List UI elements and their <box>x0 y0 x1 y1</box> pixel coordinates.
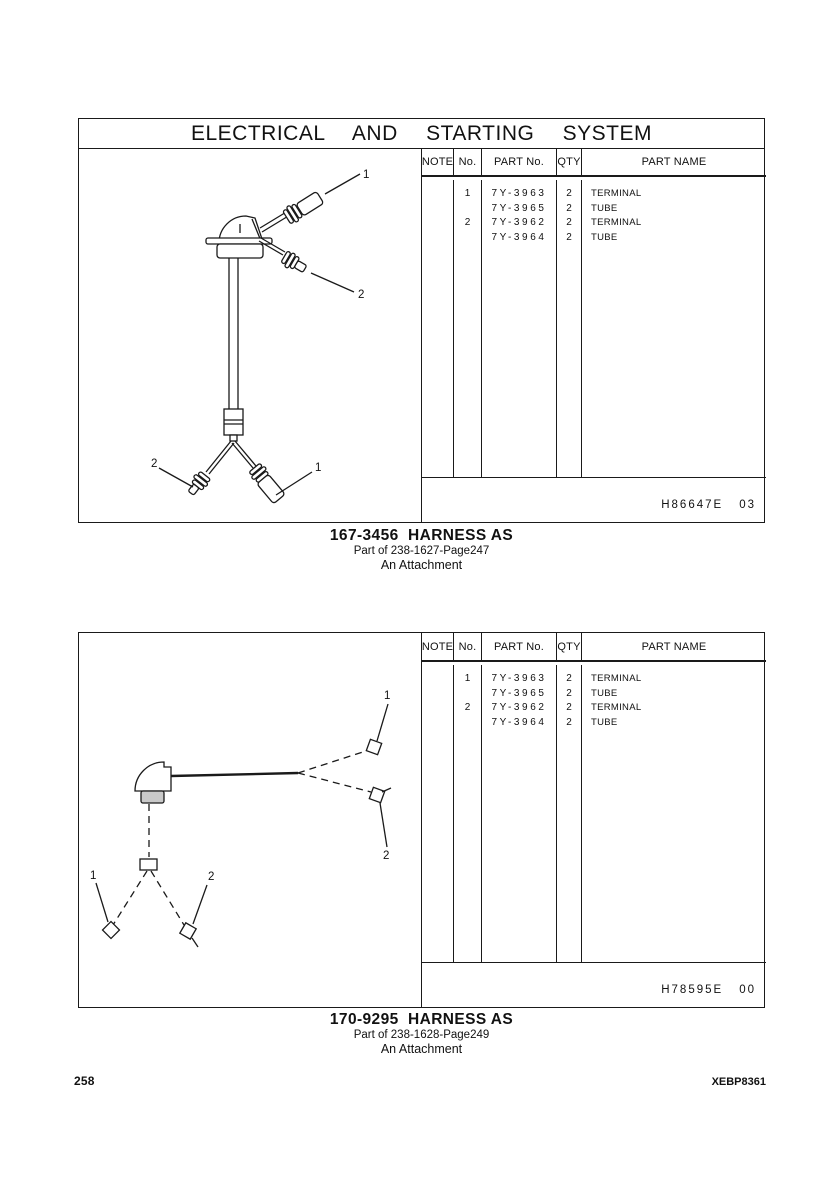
drawing-ref-box <box>422 477 766 522</box>
connector-collar <box>141 791 164 803</box>
junction-sleeve <box>140 859 157 870</box>
harness-drawing-2 <box>79 633 421 1007</box>
parts-table-1 <box>421 148 766 522</box>
cell-no: 1 <box>464 188 471 199</box>
cell-note <box>422 216 453 231</box>
panel-harness-167-3456 <box>78 118 765 523</box>
col-no <box>454 180 482 477</box>
drawing-ref-rev: 00 <box>739 984 756 996</box>
caption-subtitle: Part of 238-1627-Page247 <box>353 545 490 558</box>
terminal-2-top <box>280 250 309 276</box>
header-qty: QTY <box>557 633 582 660</box>
cell-no: 2 <box>464 217 471 228</box>
header-part-no: PART No. <box>482 633 557 660</box>
caption-1 <box>78 527 765 572</box>
cell-no: 2 <box>464 702 471 713</box>
leader-line <box>377 704 388 741</box>
trunk-wire <box>171 773 298 776</box>
cell-qty: 2 <box>566 673 572 684</box>
harness-diagram-2 <box>79 633 421 1007</box>
drawing-ref-box <box>422 962 766 1007</box>
square-terminal-4 <box>180 923 198 947</box>
cell-note <box>422 687 453 702</box>
header-qty: QTY <box>557 148 582 175</box>
col-note <box>422 665 454 962</box>
terminal-1-bottom <box>248 462 287 504</box>
elbow-connector <box>135 762 171 803</box>
callout-1b-label: 1 <box>315 462 322 474</box>
cell-note <box>422 231 453 246</box>
terminal-1-top <box>282 189 325 225</box>
col-part-no <box>482 665 557 962</box>
cell-part-no: 7Y-3963 <box>491 188 547 199</box>
callout-1b-label: 1 <box>90 870 97 882</box>
cell-part-no: 7Y-3962 <box>491 217 547 228</box>
header-note: NOTE <box>422 633 454 660</box>
col-part-name <box>582 180 766 477</box>
leader-line <box>193 885 207 924</box>
caption-subtitle: Part of 238-1628-Page249 <box>353 1029 490 1042</box>
caption-note: An Attachment <box>380 558 463 573</box>
table-header <box>422 633 766 662</box>
caption-2 <box>78 1011 765 1056</box>
leader-line <box>276 472 312 495</box>
cell-qty: 2 <box>566 188 572 199</box>
page-number: 258 <box>74 1074 95 1088</box>
cell-note <box>422 672 453 687</box>
document-code: XEBP8361 <box>711 1076 766 1088</box>
callout-2b-label: 2 <box>151 458 158 470</box>
cell-part-name: TERMINAL <box>591 217 642 228</box>
cell-part-no: 7Y-3962 <box>491 702 547 713</box>
parts-table-2 <box>421 633 766 1007</box>
cell-qty: 2 <box>566 687 572 699</box>
cell-note <box>422 202 453 217</box>
table-body <box>422 665 766 962</box>
header-no: No. <box>454 633 482 660</box>
header-note: NOTE <box>422 148 454 175</box>
harness-diagram-1 <box>79 148 421 522</box>
caption-note: An Attachment <box>380 1042 463 1057</box>
header-part-name: PART NAME <box>641 640 707 653</box>
square-terminal-1 <box>366 739 381 754</box>
cell-qty: 2 <box>566 202 572 214</box>
callout-1-label: 1 <box>384 690 391 702</box>
col-part-no <box>482 180 557 477</box>
leader-line <box>380 803 387 847</box>
drawing-ref-code: H86647E <box>661 499 724 511</box>
header-part-name: PART NAME <box>641 155 707 168</box>
branch-wire-4 <box>151 871 184 925</box>
square-terminal-3 <box>103 922 120 939</box>
upper-wire-2 <box>259 238 354 292</box>
cell-no: 1 <box>464 673 471 684</box>
cell-note <box>422 187 453 202</box>
cell-note <box>422 701 453 716</box>
col-qty <box>557 665 582 962</box>
cell-no <box>454 231 481 246</box>
cell-qty: 2 <box>566 702 572 713</box>
cell-no <box>454 716 481 731</box>
table-body <box>422 180 766 477</box>
cell-part-name: TUBE <box>591 202 618 214</box>
leader-line <box>325 174 360 194</box>
leader-line <box>159 468 193 487</box>
leader-line <box>311 273 354 292</box>
cell-part-name: TERMINAL <box>591 702 642 713</box>
callout-2-label: 2 <box>358 289 365 301</box>
cell-part-no: 7Y-3964 <box>491 231 547 243</box>
cell-qty: 2 <box>566 716 572 728</box>
cell-part-name: TUBE <box>591 716 618 728</box>
cell-no <box>454 202 481 217</box>
col-qty <box>557 180 582 477</box>
cell-note <box>422 716 453 731</box>
cell-part-name: TERMINAL <box>591 673 642 684</box>
branch-wire-2 <box>298 773 371 792</box>
leader-line <box>96 883 108 922</box>
header-part-no: PART No. <box>482 148 557 175</box>
cell-part-no: 7Y-3964 <box>491 716 547 728</box>
cell-part-name: TUBE <box>591 231 618 243</box>
elbow-connector <box>206 216 272 258</box>
branch-wire-1 <box>298 750 369 773</box>
panel-harness-170-9295 <box>78 632 765 1008</box>
caption-title: 170-9295 HARNESS AS <box>329 1011 514 1028</box>
cell-qty: 2 <box>566 231 572 243</box>
drawing-ref-rev: 03 <box>739 499 756 511</box>
main-tube <box>224 258 243 441</box>
header-no: No. <box>454 148 482 175</box>
cell-part-name: TUBE <box>591 687 618 699</box>
callout-2-label: 2 <box>383 850 390 862</box>
callout-1-label: 1 <box>363 169 370 181</box>
cell-part-name: TERMINAL <box>591 188 642 199</box>
square-terminal-2 <box>369 787 391 802</box>
caption-title: 167-3456 HARNESS AS <box>329 527 514 544</box>
harness-drawing-1 <box>79 148 421 522</box>
tube-sleeve <box>224 409 243 435</box>
col-note <box>422 180 454 477</box>
lower-wire-right <box>232 441 312 504</box>
upper-wire-1 <box>260 174 360 232</box>
cell-part-no: 7Y-3965 <box>491 687 547 699</box>
col-part-name <box>582 665 766 962</box>
cell-no <box>454 687 481 702</box>
col-no <box>454 665 482 962</box>
branch-wire-3 <box>113 871 147 925</box>
cell-qty: 2 <box>566 217 572 228</box>
drawing-ref-code: H78595E <box>661 984 724 996</box>
connector-collar <box>217 244 263 258</box>
cell-part-no: 7Y-3965 <box>491 202 547 214</box>
callout-2b-label: 2 <box>208 871 215 883</box>
page-title: ELECTRICAL AND STARTING SYSTEM <box>79 119 764 149</box>
table-header <box>422 148 766 177</box>
lower-wire-left <box>159 441 234 498</box>
cell-part-no: 7Y-3963 <box>491 673 547 684</box>
